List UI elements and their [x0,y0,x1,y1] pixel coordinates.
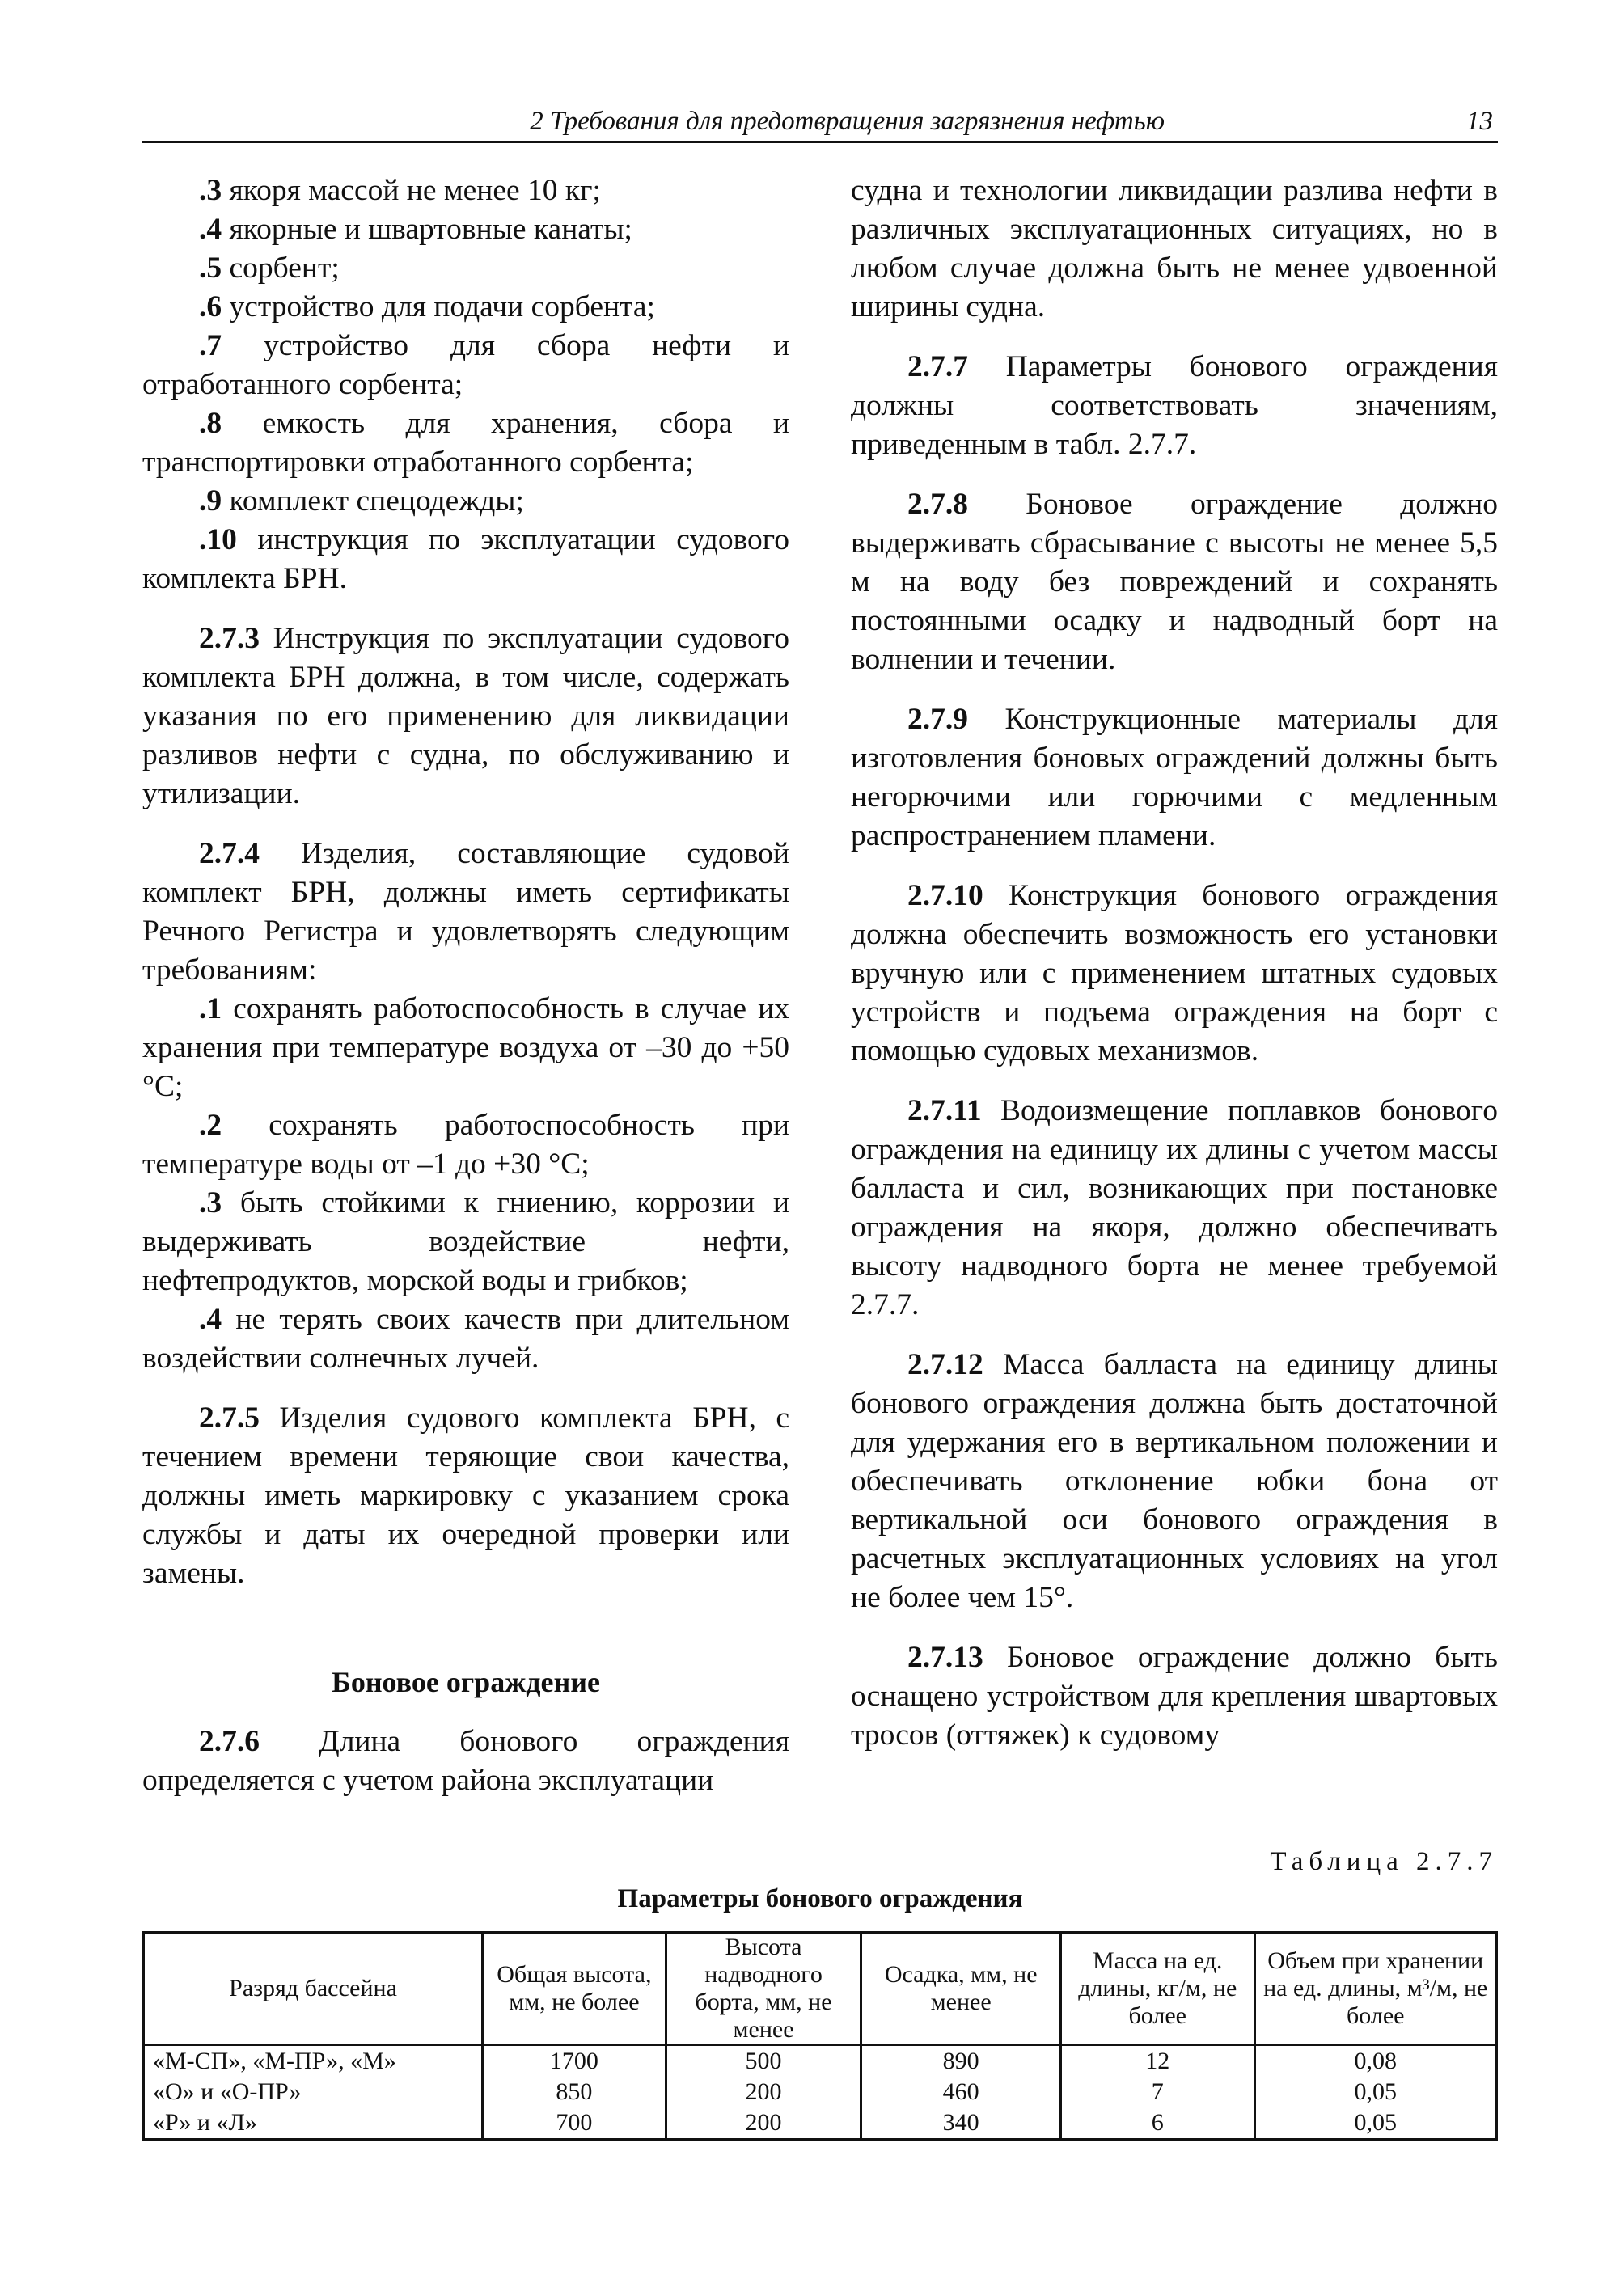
table-row [144,2107,1497,2140]
paragraph-2-7-13: 2.7.13 Боновое ограждение должно быть оснащено устройством для крепления швартовых тросов (оттяжек) к судовому [851,1641,1498,1752]
paragraph-2-7-6-continued: судна и технологии ликвидации разлива нефти в различных эксплуатационных ситуациях, но в любом случае должна быть не менее удвоенной ширины судна. [851,174,1498,323]
table-cell: 1700 [483,2045,666,2078]
list-item: .7 устройство для сбора нефти и отработанного сорбента; [142,329,789,401]
table-title: Параметры бонового ограждения [617,1884,1023,1913]
table-header-cell: Масса на ед. длины, кг/м, не более [1060,1933,1254,2045]
list-item: .5 сорбент; [199,252,340,285]
table-cell: 500 [666,2045,861,2078]
table-cell: 0,05 [1254,2077,1497,2107]
page-number: 13 [1466,107,1493,136]
paragraph-2-7-4: 2.7.4 Изделия, составляющие судовой комплект БРН, должны иметь сертификаты Речного Регистра и удовлетворять следующим требованиям: [142,837,789,987]
paragraph-2-7-3: 2.7.3 Инструкция по эксплуатации судового комплекта БРН должна, в том числе, содержать указания по его применению для ликвидации разливов нефти с судна, по обслуживанию и утилизации. [142,622,789,810]
table-cell: 200 [666,2107,861,2140]
table-header-cell: Осадка, мм, не менее [861,1933,1061,2045]
table-header-row [144,1933,1497,2045]
paragraph-2-7-11: 2.7.11 Водоизмещение поплавков бонового ограждения на единицу их длины с учетом массы балласта и сил, возникающих при постановке ограждения на якоря, должно обеспечивать высоту надводного борта не менее требуемой 2.7.7. [851,1094,1498,1321]
table-cell: 0,05 [1254,2107,1497,2140]
table-cell: 200 [666,2077,861,2107]
table-cell: 0,08 [1254,2045,1497,2078]
paragraph-2-7-10: 2.7.10 Конструкция бонового ограждения должна обеспечить возможность его установки вручную или с применением штатных судовых устройств и подъема ограждения на борт с помощью судовых механизмов. [851,879,1498,1067]
list-item: .3 якоря массой не менее 10 кг; [199,174,601,207]
parameters-table [142,1931,1498,2141]
list-item: .4 не терять своих качеств при длительном воздействии солнечных лучей. [142,1303,789,1375]
table-cell: 890 [861,2045,1061,2078]
right-column [851,171,1498,1755]
table-cell: 850 [483,2077,666,2107]
table-row [144,2077,1497,2107]
table-header-cell: Разряд бассейна [144,1933,483,2045]
table-caption: Таблица 2.7.7 [1270,1847,1498,1876]
paragraph-2-7-7: 2.7.7 Параметры бонового ограждения должны соответствовать значениям, приведенным в табл. 2.7.7. [851,350,1498,461]
table-cell: «О» и «О-ПР» [144,2077,483,2107]
list-item: .8 емкость для хранения, сбора и транспортировки отработанного сорбента; [142,407,789,479]
list-item: .10 инструкция по эксплуатации судового комплекта БРН. [142,523,789,595]
table-header-cell: Объем при хранении на ед. длины, м³/м, не более [1254,1933,1497,2045]
table-cell: 6 [1060,2107,1254,2140]
list-item: .4 якорные и швартовные канаты; [199,213,632,246]
section-heading: Боновое ограждение [332,1666,600,1698]
list-item: .9 комплект спецодежды; [199,484,524,518]
table-row [144,2045,1497,2078]
table-cell: 7 [1060,2077,1254,2107]
paragraph-2-7-9: 2.7.9 Конструкционные материалы для изготовления боновых ограждений должны быть негорючими или горючими с медленным распространением пламени. [851,703,1498,852]
list-item: .6 устройство для подачи сорбента; [199,290,655,323]
paragraph-2-7-5: 2.7.5 Изделия судового комплекта БРН, с течением времени теряющие свои качества, должны иметь маркировку с указанием срока службы и даты их очередной проверки или замены. [142,1401,789,1590]
table-header-cell: Общая высота, мм, не более [483,1933,666,2045]
table-header-cell: Высота надводного борта, мм, не менее [666,1933,861,2045]
running-header [142,104,1498,143]
list-item: .2 сохранять работоспособность при температуре воды от –1 до +30 °С; [142,1109,789,1181]
list-item: .1 сохранять работоспособность в случае их хранения при температуре воздуха от –30 до +50 °С; [142,992,789,1103]
header-title: 2 Требования для предотвращения загрязнения нефтью [530,107,1165,136]
table-cell: 340 [861,2107,1061,2140]
table-cell: 460 [861,2077,1061,2107]
table-cell: 700 [483,2107,666,2140]
paragraph-2-7-6: 2.7.6 Длина бонового ограждения определяется с учетом района эксплуатации [142,1725,789,1797]
paragraph-2-7-12: 2.7.12 Масса балласта на единицу длины бонового ограждения должна быть достаточной для удержания его в вертикальном положении и обеспечивать отклонение юбки бона от вертикальной оси бонового ограждения в расчетных эксплуатационных условиях на угол не более чем 15°. [851,1348,1498,1614]
left-column [142,171,789,1800]
table-cell: «М-СП», «М-ПР», «М» [144,2045,483,2078]
table-cell: «Р» и «Л» [144,2107,483,2140]
list-item: .3 быть стойкими к гниению, коррозии и выдерживать воздействие нефти, нефтепродуктов, морской воды и грибков; [142,1186,789,1297]
paragraph-2-7-8: 2.7.8 Боновое ограждение должно выдерживать сбрасывание с высоты не менее 5,5 м на воду без повреждений и сохранять постоянными осадку и надводный борт на волнении и течении. [851,488,1498,676]
table-cell: 12 [1060,2045,1254,2078]
